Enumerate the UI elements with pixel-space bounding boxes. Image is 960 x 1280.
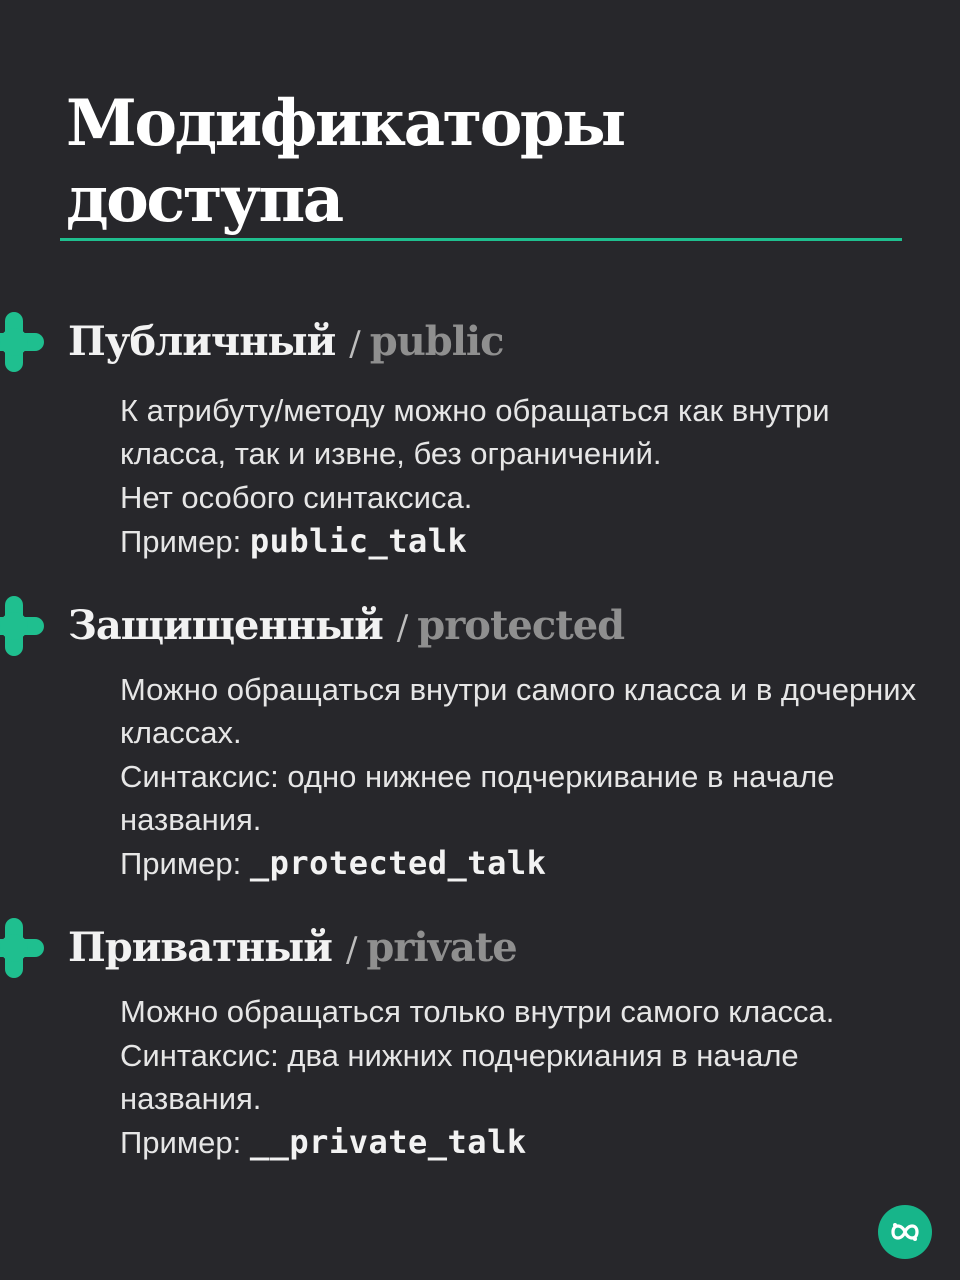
green-cross-icon: [0, 308, 48, 376]
section-body-private: [120, 990, 920, 1164]
section-name-en: public: [369, 318, 504, 365]
section-heading-private: [68, 920, 517, 978]
section-heading-protected: [68, 598, 624, 656]
page-title-line-1: Модификаторы: [66, 86, 624, 161]
section-name-ru: Публичный: [68, 318, 336, 365]
section-heading-public: [68, 314, 503, 372]
heading-separator: /: [345, 930, 357, 970]
section-paragraph: Можно обращаться внутри самого класса и в дочерних классах.: [120, 672, 917, 750]
example-label: Пример:: [120, 846, 242, 881]
section-name-en: private: [366, 924, 517, 971]
example-code: __private_talk: [249, 1123, 527, 1161]
green-cross-icon: [0, 914, 48, 982]
section-paragraph: Синтаксис: два нижних подчеркиания в начале названия.: [120, 1038, 799, 1116]
section-name-ru: Защищенный: [68, 602, 383, 649]
example-label: Пример:: [120, 1125, 242, 1160]
section-paragraph: К атрибуту/методу можно обращаться как внутри класса, так и извне, без ограничений.: [120, 393, 830, 471]
section-paragraph: Нет особого синтаксиса.: [120, 480, 473, 515]
example-line: [120, 1121, 920, 1164]
infinity-logo-icon: [878, 1205, 932, 1259]
example-line: [120, 842, 920, 885]
example-label: Пример:: [120, 524, 242, 559]
title-divider: [60, 238, 902, 241]
example-line: [120, 520, 920, 563]
example-code: public_talk: [249, 522, 468, 560]
example-code: _protected_talk: [249, 844, 547, 882]
section-paragraph: Можно обращаться только внутри самого класса.: [120, 994, 835, 1029]
green-cross-icon: [0, 592, 48, 660]
page-title: [66, 86, 624, 238]
heading-separator: /: [349, 324, 360, 364]
section-body-protected: [120, 668, 920, 885]
section-paragraph: Синтаксис: одно нижнее подчеркивание в начале названия.: [120, 759, 835, 837]
section-body-public: [120, 389, 920, 563]
page-title-line-2: доступа: [66, 162, 342, 237]
heading-separator: /: [396, 608, 408, 648]
section-name-en: protected: [417, 602, 625, 649]
section-name-ru: Приватный: [68, 924, 332, 971]
